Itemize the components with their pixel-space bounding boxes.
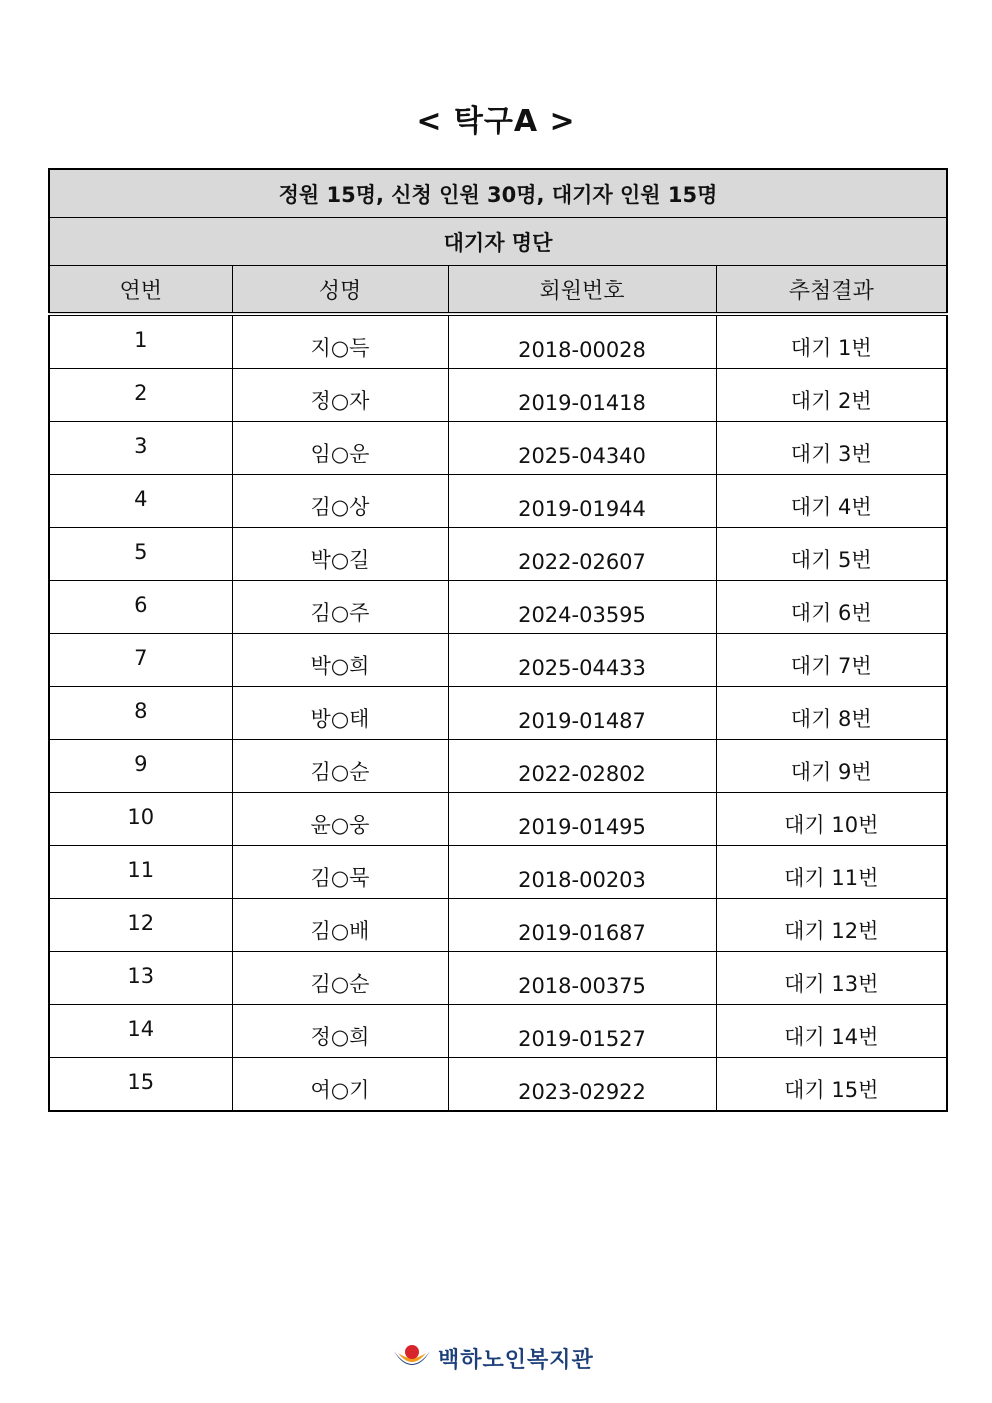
table-row [49,899,947,952]
result-cell: 대기 10번 [716,793,947,846]
seq-cell: 1 [49,314,232,369]
page-title: < 탁구A > [416,104,576,139]
member-no-cell: 2023-02922 [448,1058,716,1112]
org-logo [392,1338,612,1378]
member-no-cell: 2019-01487 [448,687,716,740]
name-cell: 방○태 [232,687,448,740]
sunrise-emblem-icon [392,1343,432,1373]
table-row [49,581,947,634]
result-cell: 대기 6번 [716,581,947,634]
result-cell: 대기 8번 [716,687,947,740]
table-row [49,369,947,422]
column-header-result: 추첨결과 [716,266,947,315]
capacity-summary: 정원 15명, 신청 인원 30명, 대기자 인원 15명 [49,169,947,218]
member-no-cell: 2025-04433 [448,634,716,687]
member-no-cell: 2019-01527 [448,1005,716,1058]
name-cell: 김○순 [232,952,448,1005]
list-title: 대기자 명단 [49,218,947,266]
seq-cell: 14 [49,1005,232,1058]
name-cell: 박○희 [232,634,448,687]
seq-cell: 9 [49,740,232,793]
table-row [49,846,947,899]
member-no-cell: 2022-02607 [448,528,716,581]
seq-cell: 4 [49,475,232,528]
result-cell: 대기 5번 [716,528,947,581]
member-no-cell: 2022-02802 [448,740,716,793]
name-cell: 여○기 [232,1058,448,1112]
member-no-cell: 2018-00375 [448,952,716,1005]
name-cell: 박○길 [232,528,448,581]
seq-cell: 6 [49,581,232,634]
result-cell: 대기 2번 [716,369,947,422]
result-cell: 대기 4번 [716,475,947,528]
member-no-cell: 2024-03595 [448,581,716,634]
seq-cell: 5 [49,528,232,581]
table-row [49,475,947,528]
name-cell: 김○주 [232,581,448,634]
seq-cell: 3 [49,422,232,475]
result-cell: 대기 12번 [716,899,947,952]
table-row [49,634,947,687]
name-cell: 윤○웅 [232,793,448,846]
column-header-row [49,266,947,315]
table-row [49,422,947,475]
name-cell: 김○묵 [232,846,448,899]
name-cell: 김○상 [232,475,448,528]
table-row [49,1058,947,1112]
table-row [49,793,947,846]
seq-cell: 12 [49,899,232,952]
member-no-cell: 2018-00203 [448,846,716,899]
name-cell: 김○배 [232,899,448,952]
result-cell: 대기 7번 [716,634,947,687]
table-row [49,1005,947,1058]
name-cell: 임○운 [232,422,448,475]
seq-cell: 15 [49,1058,232,1112]
name-cell: 정○희 [232,1005,448,1058]
name-cell: 정○자 [232,369,448,422]
result-cell: 대기 11번 [716,846,947,899]
result-cell: 대기 13번 [716,952,947,1005]
result-cell: 대기 3번 [716,422,947,475]
member-no-cell: 2019-01418 [448,369,716,422]
result-cell: 대기 15번 [716,1058,947,1112]
seq-cell: 11 [49,846,232,899]
result-cell: 대기 9번 [716,740,947,793]
seq-cell: 13 [49,952,232,1005]
table-row [49,952,947,1005]
column-header-seq: 연번 [49,266,232,315]
table-row [49,687,947,740]
waitlist-table [48,168,948,1112]
column-header-name: 성명 [232,266,448,315]
table-row [49,314,947,369]
waitlist-rows [49,314,947,1111]
org-logo-text: 백하노인복지관 [438,1346,594,1373]
member-no-cell: 2019-01944 [448,475,716,528]
member-no-cell: 2018-00028 [448,314,716,369]
member-no-cell: 2025-04340 [448,422,716,475]
member-no-cell: 2019-01495 [448,793,716,846]
seq-cell: 7 [49,634,232,687]
column-header-member-no: 회원번호 [448,266,716,315]
result-cell: 대기 14번 [716,1005,947,1058]
name-cell: 지○득 [232,314,448,369]
member-no-cell: 2019-01687 [448,899,716,952]
seq-cell: 8 [49,687,232,740]
result-cell: 대기 1번 [716,314,947,369]
name-cell: 김○순 [232,740,448,793]
seq-cell: 10 [49,793,232,846]
table-row [49,740,947,793]
seq-cell: 2 [49,369,232,422]
table-row [49,528,947,581]
